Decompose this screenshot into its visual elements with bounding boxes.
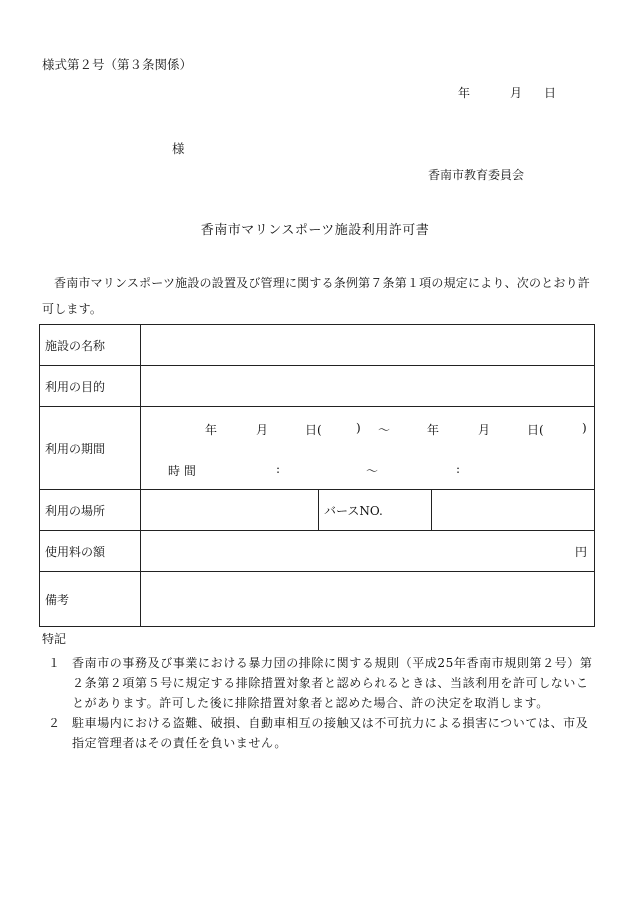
facility-name-value[interactable] (141, 325, 595, 366)
facility-name-row (40, 325, 595, 366)
form-number: 様式第２号（第３条関係） (42, 57, 193, 72)
purpose-value[interactable] (141, 366, 595, 407)
period-end-close: ) (582, 421, 587, 435)
note-text: 駐車場内における盗難、破損、自動車相互の接触又は不可抗力による損害については、市及指定管理者はその責任を負いません。 (72, 716, 589, 750)
period-range-mark: ～ (378, 423, 391, 437)
time-label: 時 間 (168, 464, 196, 478)
period-end-month: 月 (478, 423, 491, 437)
location-value[interactable] (141, 490, 319, 531)
facility-name-label: 施設の名称 (40, 325, 141, 366)
issue-date (458, 84, 556, 101)
note-text: 香南市の事務及び事業における暴力団の排除に関する規則（平成25年香南市規則第２号）第２条第２項第５号に規定する排除措置対象者と認められるときは、当該利用を許可しないことがあります。許可した後に排除措置対象者と認めた場合、許の決定を取消します。 (72, 656, 593, 710)
date-day: 日 (544, 86, 557, 100)
time-end-colon: : (456, 462, 461, 476)
period-start-close: ) (356, 421, 361, 435)
period-end-day: 日( (527, 423, 544, 437)
period-start-year: 年 (205, 423, 218, 437)
note-number: １ (48, 656, 61, 670)
remarks-value[interactable] (141, 572, 595, 627)
date-month: 月 (510, 86, 523, 100)
fee-row (40, 531, 595, 572)
period-start-day: 日( (305, 423, 322, 437)
berth-label: バースNO. (319, 490, 432, 531)
period-row (40, 407, 595, 490)
note-number: ２ (48, 716, 61, 730)
remarks-label: 備考 (40, 572, 141, 627)
fee-label: 使用料の額 (40, 531, 141, 572)
issuer-name: 香南市教育委員会 (428, 168, 525, 182)
fee-unit: 円 (575, 544, 588, 559)
notes-heading: 特記 (42, 632, 67, 646)
note-item (42, 713, 594, 753)
period-value[interactable] (141, 407, 595, 490)
purpose-row (40, 366, 595, 407)
location-row (40, 490, 595, 531)
fee-value[interactable] (141, 531, 595, 572)
location-label: 利用の場所 (40, 490, 141, 531)
note-item (42, 653, 594, 713)
berth-value[interactable] (432, 490, 595, 531)
date-year: 年 (458, 86, 471, 100)
remarks-row (40, 572, 595, 627)
period-start-month: 月 (256, 423, 269, 437)
addressee: 様 (172, 141, 185, 156)
body-text: 香南市マリンスポーツ施設の設置及び管理に関する条例第７条第１項の規定により、次のとおり許可します。 (42, 276, 590, 316)
period-end-year: 年 (427, 423, 440, 437)
special-notes (42, 630, 594, 753)
permit-table (39, 324, 595, 627)
time-start-colon: : (276, 462, 281, 476)
document-title: 香南市マリンスポーツ施設利用許可書 (200, 223, 430, 238)
purpose-label: 利用の目的 (40, 366, 141, 407)
time-range-mark: ～ (366, 464, 379, 478)
period-label: 利用の期間 (40, 407, 141, 490)
